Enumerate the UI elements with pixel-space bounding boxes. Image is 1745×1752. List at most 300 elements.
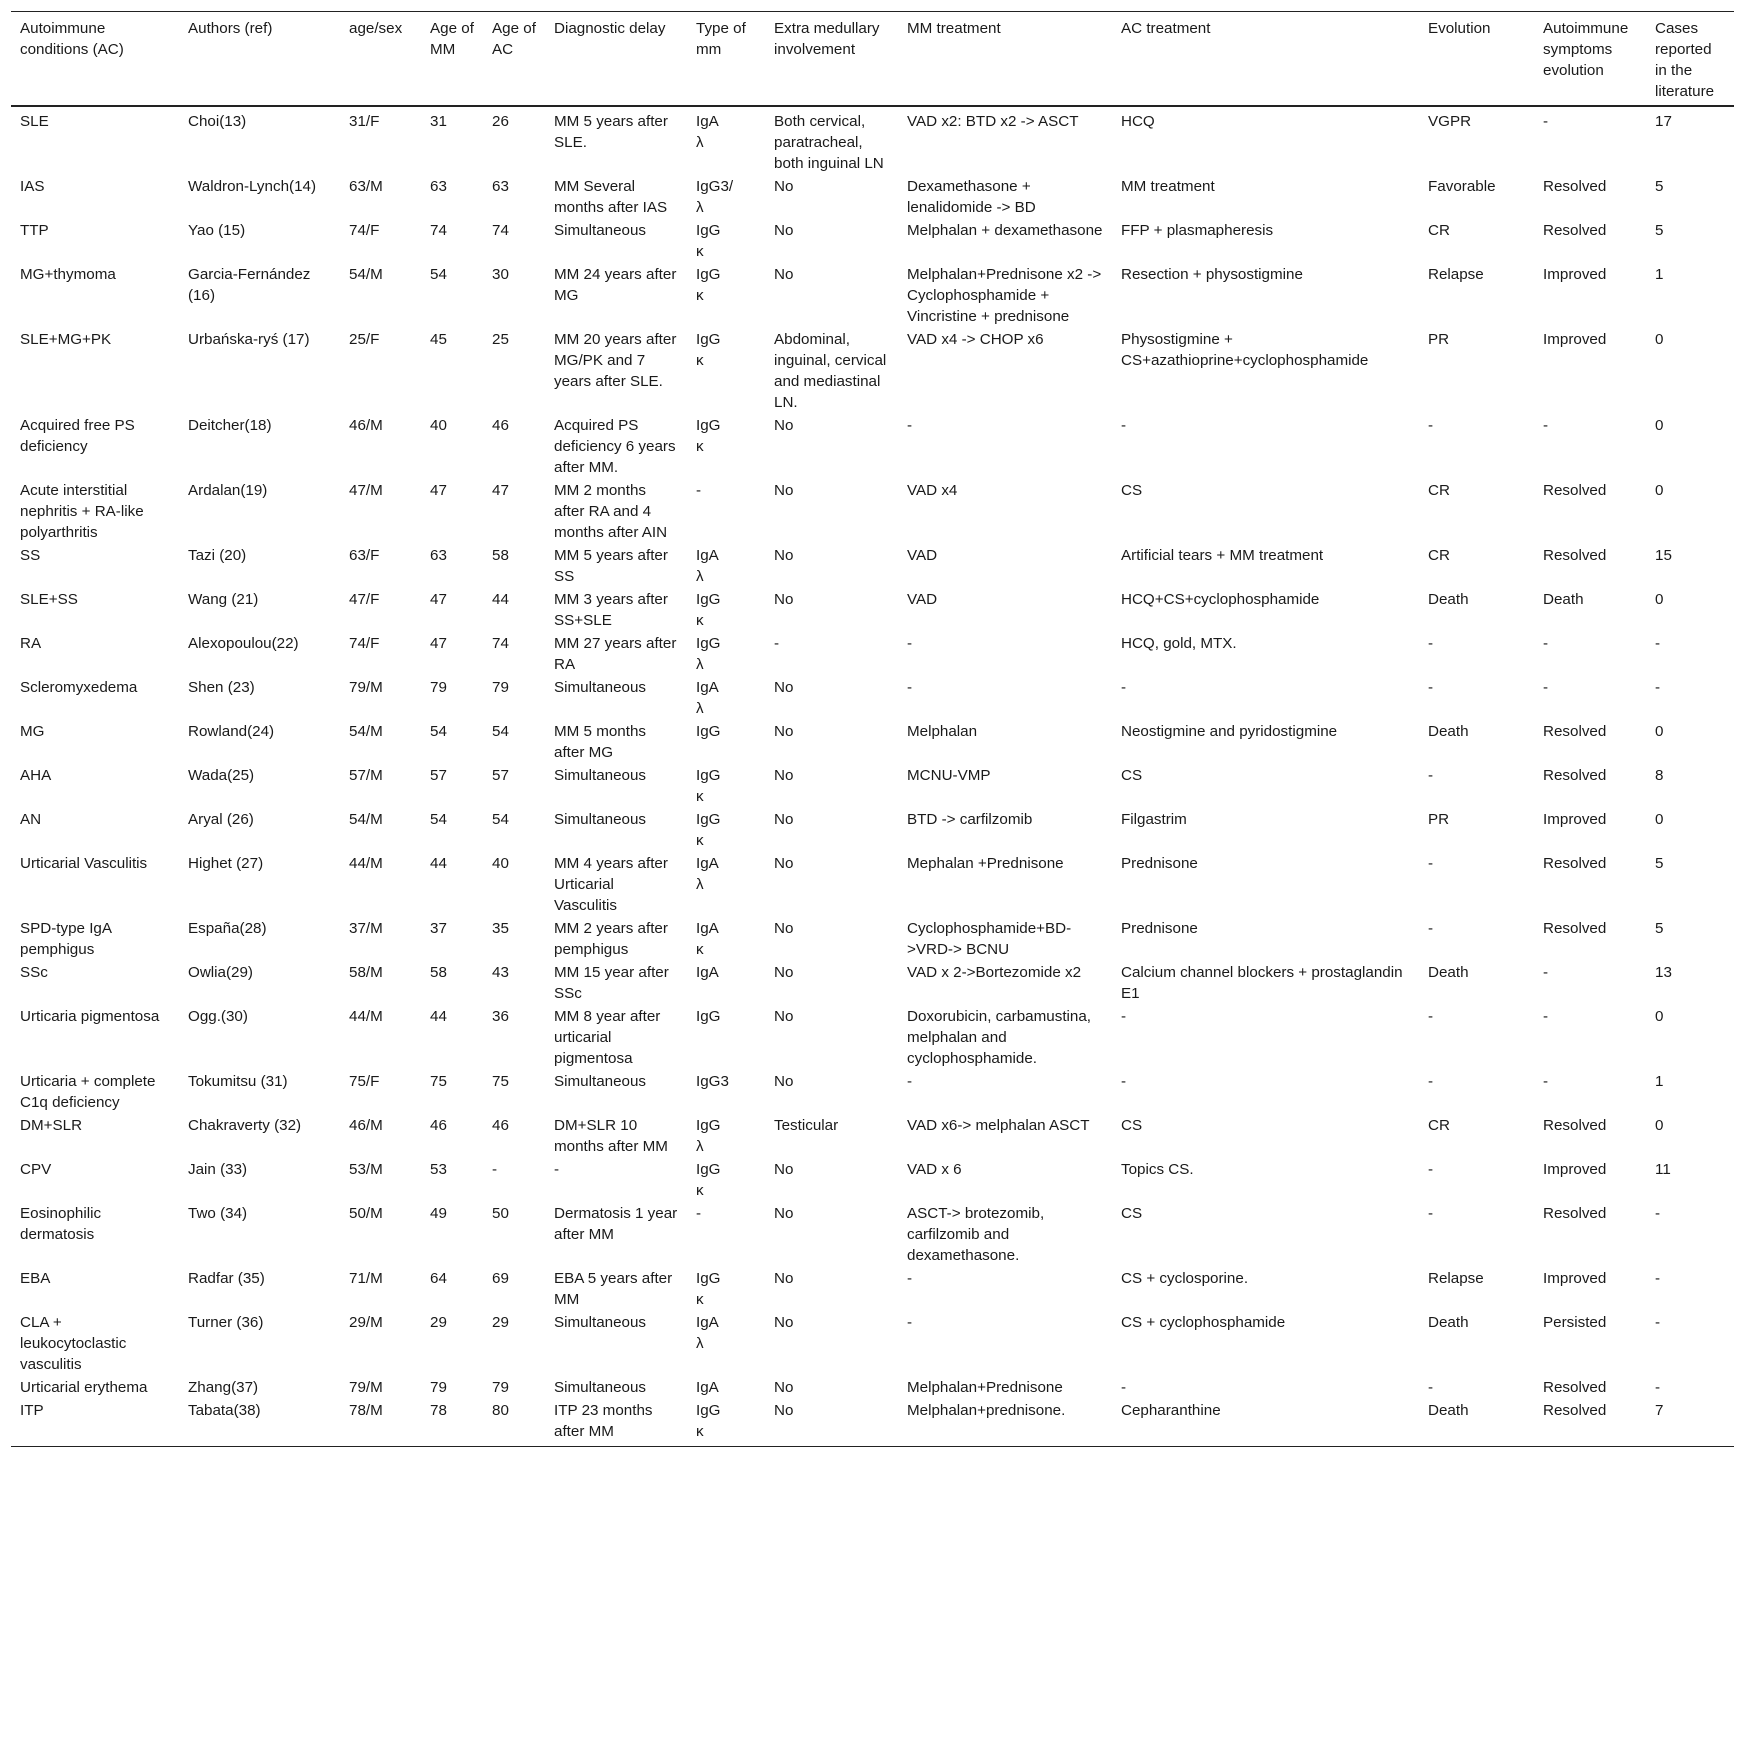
cell-mm-treatment: - (907, 1314, 913, 1331)
cell-ac-treatment: CS + cyclosporine. (1121, 1270, 1249, 1287)
header-age-of-mm: Age of MM (430, 20, 474, 58)
cell-evolution: CR (1428, 1117, 1450, 1134)
cell-age-sex: 79/M (349, 1379, 383, 1396)
cell-evolution: Death (1428, 964, 1469, 981)
cell-extra-medullary: No (774, 1379, 794, 1396)
cell-diagnostic-delay: - (554, 1161, 560, 1178)
cell-age-of-mm: 63 (430, 547, 447, 564)
cell-diagnostic-delay: MM 3 years after SS+SLE (554, 591, 668, 629)
cell-diagnostic-delay: MM 2 months after RA and 4 months after AIN (554, 482, 668, 541)
cell-age-of-ac: 29 (492, 1314, 509, 1331)
cell-evolution: - (1428, 635, 1434, 652)
cell-authors: Jain (33) (188, 1161, 248, 1178)
cell-cases-reported: - (1655, 1205, 1661, 1222)
table-row (11, 852, 1734, 917)
cell-extra-medullary: Both cervical, paratracheal, both inguinal LN (774, 113, 884, 172)
cell-cases-reported: 0 (1655, 811, 1664, 828)
cell-age-sex: 58/M (349, 964, 383, 981)
cell-age-of-ac: 79 (492, 1379, 509, 1396)
cell-evolution: Death (1428, 591, 1469, 608)
cell-age-of-mm: 75 (430, 1073, 447, 1090)
cell-ac-treatment: FFP + plasmapheresis (1121, 222, 1274, 239)
cell-type-of-mm: IgG3 (696, 1073, 729, 1090)
cell-age-of-mm: 44 (430, 855, 447, 872)
cell-autoimmune-evolution: Resolved (1543, 855, 1607, 872)
cell-evolution: - (1428, 920, 1434, 937)
cell-autoimmune-evolution: Persisted (1543, 1314, 1607, 1331)
cell-type-of-mm: - (696, 1205, 702, 1222)
cell-age-of-mm: 54 (430, 723, 447, 740)
cell-authors: Alexopoulou(22) (188, 635, 299, 652)
cell-evolution: Death (1428, 723, 1469, 740)
cell-diagnostic-delay: Simultaneous (554, 679, 647, 696)
cell-autoimmune-condition: CPV (20, 1161, 52, 1178)
cell-authors: Radfar (35) (188, 1270, 265, 1287)
cell-cases-reported: 5 (1655, 855, 1664, 872)
cell-age-of-mm: 49 (430, 1205, 447, 1222)
cell-extra-medullary: No (774, 547, 794, 564)
cell-age-of-ac: 54 (492, 811, 509, 828)
cell-autoimmune-evolution: - (1543, 113, 1549, 130)
cell-age-of-mm: 58 (430, 964, 447, 981)
cell-ac-treatment: CS (1121, 767, 1143, 784)
cell-evolution: - (1428, 767, 1434, 784)
cell-evolution: Favorable (1428, 178, 1496, 195)
table-row (11, 106, 1734, 175)
cell-autoimmune-evolution: Improved (1543, 1161, 1607, 1178)
cell-extra-medullary: No (774, 855, 794, 872)
cell-evolution: - (1428, 1379, 1434, 1396)
cell-autoimmune-evolution: Resolved (1543, 1379, 1607, 1396)
table-row (11, 544, 1734, 588)
cell-age-of-ac: 69 (492, 1270, 509, 1287)
cell-autoimmune-condition: Acute interstitial nephritis + RA-like polyarthritis (20, 482, 144, 541)
cell-ac-treatment: Artificial tears + MM treatment (1121, 547, 1324, 564)
cell-age-of-ac: 25 (492, 331, 509, 348)
cell-cases-reported: 13 (1655, 964, 1672, 981)
cell-evolution: Death (1428, 1402, 1469, 1419)
cell-age-sex: 44/M (349, 1008, 383, 1025)
cell-age-of-mm: 64 (430, 1270, 447, 1287)
cell-autoimmune-condition: Urticaria pigmentosa (20, 1008, 160, 1025)
cell-age-of-mm: 37 (430, 920, 447, 937)
cell-extra-medullary: No (774, 1008, 794, 1025)
cell-type-of-mm: IgG κ (696, 1270, 721, 1308)
header-ac-treatment: AC treatment (1121, 20, 1211, 37)
cell-mm-treatment: Cyclophosphamide+BD->VRD-> BCNU (907, 920, 1072, 958)
cell-age-sex: 53/M (349, 1161, 383, 1178)
cell-autoimmune-condition: TTP (20, 222, 49, 239)
cell-authors: Deitcher(18) (188, 417, 272, 434)
cell-autoimmune-condition: Urticaria + complete C1q deficiency (20, 1073, 156, 1111)
cell-mm-treatment: - (907, 417, 913, 434)
table-header-row (11, 12, 1734, 107)
cell-mm-treatment: Doxorubicin, carbamustina, melphalan and cyclophosphamide. (907, 1008, 1092, 1067)
cell-evolution: - (1428, 1008, 1434, 1025)
cell-diagnostic-delay: MM 5 months after MG (554, 723, 646, 761)
table-row (11, 720, 1734, 764)
cell-age-sex: 71/M (349, 1270, 383, 1287)
cell-age-of-mm: 47 (430, 635, 447, 652)
cell-diagnostic-delay: Simultaneous (554, 1314, 647, 1331)
cell-age-of-ac: 75 (492, 1073, 509, 1090)
cell-autoimmune-condition: MG+thymoma (20, 266, 116, 283)
cell-autoimmune-condition: SSc (20, 964, 48, 981)
cell-authors: Shen (23) (188, 679, 255, 696)
cell-age-of-mm: 40 (430, 417, 447, 434)
cell-age-sex: 37/M (349, 920, 383, 937)
cell-autoimmune-evolution: - (1543, 964, 1549, 981)
cell-age-of-mm: 29 (430, 1314, 447, 1331)
cell-type-of-mm: IgA λ (696, 679, 719, 717)
table-row (11, 1158, 1734, 1202)
cell-autoimmune-evolution: Improved (1543, 331, 1607, 348)
cell-age-of-mm: 74 (430, 222, 447, 239)
cell-extra-medullary: No (774, 417, 794, 434)
cell-authors: Yao (15) (188, 222, 246, 239)
header-authors: Authors (ref) (188, 20, 273, 37)
cell-autoimmune-condition: SLE (20, 113, 49, 130)
cell-autoimmune-condition: SLE+MG+PK (20, 331, 112, 348)
cell-ac-treatment: - (1121, 679, 1127, 696)
header-cases-reported: Cases reported in the literature (1655, 20, 1715, 100)
table-body (11, 106, 1734, 1447)
cell-mm-treatment: VAD x 2->Bortezomide x2 (907, 964, 1082, 981)
header-extra-medullary: Extra medullary involvement (774, 20, 880, 58)
cell-age-sex: 50/M (349, 1205, 383, 1222)
cell-age-of-mm: 79 (430, 1379, 447, 1396)
cell-autoimmune-evolution: Improved (1543, 266, 1607, 283)
cell-type-of-mm: IgA (696, 1379, 719, 1396)
cell-evolution: CR (1428, 482, 1450, 499)
cell-mm-treatment: Dexamethasone + lenalidomide -> BD (907, 178, 1036, 216)
cell-mm-treatment: Melphalan+prednisone. (907, 1402, 1066, 1419)
cell-age-of-ac: 40 (492, 855, 509, 872)
table-row (11, 1114, 1734, 1158)
cell-cases-reported: 11 (1655, 1161, 1671, 1178)
table-row (11, 175, 1734, 219)
cell-age-sex: 44/M (349, 855, 383, 872)
cell-extra-medullary: No (774, 1402, 794, 1419)
cell-age-of-mm: 31 (430, 113, 447, 130)
cell-extra-medullary: Abdominal, inguinal, cervical and mediastinal LN. (774, 331, 887, 411)
cell-age-sex: 54/M (349, 266, 383, 283)
cell-diagnostic-delay: MM 20 years after MG/PK and 7 years after SLE. (554, 331, 677, 390)
cell-type-of-mm: IgG κ (696, 591, 721, 629)
cell-age-of-mm: 54 (430, 266, 447, 283)
table-row (11, 808, 1734, 852)
cell-authors: Two (34) (188, 1205, 248, 1222)
cell-mm-treatment: BTD -> carfilzomib (907, 811, 1033, 828)
cell-mm-treatment: VAD x 6 (907, 1161, 962, 1178)
cell-ac-treatment: Cepharanthine (1121, 1402, 1221, 1419)
cell-cases-reported: 8 (1655, 767, 1664, 784)
cell-ac-treatment: Resection + physostigmine (1121, 266, 1303, 283)
cell-autoimmune-evolution: Resolved (1543, 547, 1607, 564)
cell-type-of-mm: IgG κ (696, 811, 721, 849)
cell-age-of-ac: 54 (492, 723, 509, 740)
cell-mm-treatment: VAD x2: BTD x2 -> ASCT (907, 113, 1079, 130)
cell-type-of-mm: IgA λ (696, 1314, 719, 1352)
cell-extra-medullary: No (774, 723, 794, 740)
cell-mm-treatment: VAD x6-> melphalan ASCT (907, 1117, 1090, 1134)
cell-autoimmune-condition: SLE+SS (20, 591, 78, 608)
cell-type-of-mm: IgA λ (696, 547, 719, 585)
cell-autoimmune-condition: RA (20, 635, 42, 652)
cell-ac-treatment: HCQ, gold, MTX. (1121, 635, 1237, 652)
cell-authors: Choi(13) (188, 113, 247, 130)
cell-autoimmune-evolution: Resolved (1543, 920, 1607, 937)
cell-age-sex: 74/F (349, 222, 380, 239)
cell-extra-medullary: No (774, 1270, 794, 1287)
cell-cases-reported: - (1655, 679, 1661, 696)
cell-age-of-ac: 46 (492, 417, 509, 434)
cell-evolution: Death (1428, 1314, 1469, 1331)
table-row (11, 917, 1734, 961)
cell-ac-treatment: Calcium channel blockers + prostaglandin E1 (1121, 964, 1403, 1002)
cell-cases-reported: 17 (1655, 113, 1672, 130)
cell-diagnostic-delay: Simultaneous (554, 811, 647, 828)
cell-type-of-mm: IgG (696, 1008, 721, 1025)
cell-authors: Garcia-Fernández (16) (188, 266, 311, 304)
cell-cases-reported: 0 (1655, 1117, 1664, 1134)
table-row (11, 414, 1734, 479)
cell-diagnostic-delay: MM 27 years after RA (554, 635, 677, 673)
cell-diagnostic-delay: Simultaneous (554, 767, 647, 784)
cell-mm-treatment: Mephalan +Prednisone (907, 855, 1064, 872)
cell-type-of-mm: IgG (696, 723, 721, 740)
cell-authors: Aryal (26) (188, 811, 254, 828)
cell-type-of-mm: IgA κ (696, 920, 719, 958)
table-container (11, 11, 1734, 1447)
cell-age-sex: 54/M (349, 811, 383, 828)
cell-autoimmune-condition: EBA (20, 1270, 51, 1287)
cell-mm-treatment: VAD (907, 591, 938, 608)
cell-mm-treatment: - (907, 679, 913, 696)
cell-evolution: PR (1428, 811, 1450, 828)
cell-type-of-mm: IgG κ (696, 222, 721, 260)
cell-autoimmune-evolution: - (1543, 635, 1549, 652)
cell-authors: Ardalan(19) (188, 482, 268, 499)
cell-age-of-mm: 54 (430, 811, 447, 828)
cell-age-sex: 25/F (349, 331, 380, 348)
cell-cases-reported: 5 (1655, 920, 1664, 937)
cell-diagnostic-delay: EBA 5 years after MM (554, 1270, 673, 1308)
cell-evolution: PR (1428, 331, 1450, 348)
cell-evolution: - (1428, 855, 1434, 872)
table-row (11, 1376, 1734, 1399)
cell-age-sex: 79/M (349, 679, 383, 696)
cell-extra-medullary: No (774, 1314, 794, 1331)
cell-age-of-ac: 36 (492, 1008, 509, 1025)
cell-autoimmune-evolution: Resolved (1543, 1402, 1607, 1419)
cell-cases-reported: 1 (1655, 1073, 1664, 1090)
cell-cases-reported: 0 (1655, 417, 1664, 434)
cell-autoimmune-evolution: - (1543, 417, 1549, 434)
cell-age-sex: 46/M (349, 417, 383, 434)
cell-evolution: VGPR (1428, 113, 1472, 130)
autoimmune-mm-table (11, 11, 1734, 1447)
cell-diagnostic-delay: MM 4 years after Urticarial Vasculitis (554, 855, 668, 914)
cell-ac-treatment: - (1121, 417, 1127, 434)
cell-age-of-mm: 47 (430, 482, 447, 499)
cell-autoimmune-condition: Urticarial Vasculitis (20, 855, 148, 872)
cell-extra-medullary: No (774, 964, 794, 981)
cell-authors: Waldron-Lynch(14) (188, 178, 317, 195)
cell-cases-reported: - (1655, 1314, 1661, 1331)
cell-cases-reported: - (1655, 1270, 1661, 1287)
cell-type-of-mm: IgG λ (696, 1117, 721, 1155)
cell-age-of-ac: - (492, 1161, 498, 1178)
cell-evolution: - (1428, 417, 1434, 434)
cell-extra-medullary: No (774, 767, 794, 784)
cell-autoimmune-condition: Scleromyxedema (20, 679, 138, 696)
cell-age-sex: 78/M (349, 1402, 383, 1419)
cell-ac-treatment: CS + cyclophosphamide (1121, 1314, 1286, 1331)
cell-autoimmune-evolution: Resolved (1543, 482, 1607, 499)
table-row (11, 263, 1734, 328)
cell-autoimmune-evolution: Improved (1543, 1270, 1607, 1287)
cell-age-of-ac: 35 (492, 920, 509, 937)
cell-extra-medullary: No (774, 811, 794, 828)
cell-diagnostic-delay: Dermatosis 1 year after MM (554, 1205, 678, 1243)
cell-type-of-mm: IgG κ (696, 331, 721, 369)
cell-type-of-mm: IgA λ (696, 113, 719, 151)
cell-autoimmune-evolution: - (1543, 1008, 1549, 1025)
cell-age-sex: 54/M (349, 723, 383, 740)
table-row (11, 1202, 1734, 1267)
cell-authors: Tazi (20) (188, 547, 247, 564)
header-type-of-mm: Type of mm (696, 20, 746, 58)
cell-ac-treatment: - (1121, 1379, 1127, 1396)
cell-extra-medullary: No (774, 266, 794, 283)
cell-mm-treatment: VAD x4 (907, 482, 958, 499)
table-row (11, 479, 1734, 544)
cell-diagnostic-delay: Simultaneous (554, 1379, 647, 1396)
cell-age-of-mm: 57 (430, 767, 447, 784)
cell-extra-medullary: No (774, 1073, 794, 1090)
cell-authors: Turner (36) (188, 1314, 264, 1331)
cell-authors: Highet (27) (188, 855, 264, 872)
cell-age-sex: 63/F (349, 547, 380, 564)
cell-age-sex: 74/F (349, 635, 380, 652)
cell-cases-reported: - (1655, 635, 1661, 652)
cell-extra-medullary: No (774, 591, 794, 608)
table-row (11, 1005, 1734, 1070)
cell-mm-treatment: ASCT-> brotezomib, carfilzomib and dexamethasone. (907, 1205, 1045, 1264)
cell-ac-treatment: Prednisone (1121, 855, 1198, 872)
cell-ac-treatment: MM treatment (1121, 178, 1215, 195)
table-row (11, 764, 1734, 808)
cell-autoimmune-evolution: Resolved (1543, 222, 1607, 239)
cell-cases-reported: 0 (1655, 482, 1664, 499)
cell-mm-treatment: VAD (907, 547, 938, 564)
cell-evolution: CR (1428, 547, 1450, 564)
cell-authors: Wang (21) (188, 591, 259, 608)
cell-autoimmune-evolution: - (1543, 679, 1549, 696)
cell-authors: Wada(25) (188, 767, 255, 784)
cell-ac-treatment: Physostigmine + CS+azathioprine+cyclophosphamide (1121, 331, 1369, 369)
cell-extra-medullary: No (774, 920, 794, 937)
cell-extra-medullary: Testicular (774, 1117, 839, 1134)
cell-age-of-mm: 78 (430, 1402, 447, 1419)
cell-age-sex: 46/M (349, 1117, 383, 1134)
cell-type-of-mm: IgG κ (696, 1402, 721, 1440)
cell-age-of-mm: 46 (430, 1117, 447, 1134)
cell-evolution: Relapse (1428, 266, 1484, 283)
table-row (11, 219, 1734, 263)
cell-mm-treatment: Melphalan+Prednisone (907, 1379, 1063, 1396)
cell-mm-treatment: Melphalan+Prednisone x2 -> Cyclophosphamide + Vincristine + prednisone (907, 266, 1102, 325)
cell-autoimmune-condition: AN (20, 811, 42, 828)
cell-age-of-mm: 53 (430, 1161, 447, 1178)
table-row (11, 676, 1734, 720)
cell-age-sex: 57/M (349, 767, 383, 784)
cell-mm-treatment: VAD x4 -> CHOP x6 (907, 331, 1044, 348)
cell-evolution: - (1428, 1161, 1434, 1178)
cell-diagnostic-delay: MM Several months after IAS (554, 178, 668, 216)
cell-diagnostic-delay: MM 2 years after pemphigus (554, 920, 668, 958)
cell-autoimmune-condition: IAS (20, 178, 45, 195)
cell-type-of-mm: IgG κ (696, 417, 721, 455)
header-age-sex: age/sex (349, 20, 403, 37)
cell-age-sex: 47/M (349, 482, 383, 499)
cell-mm-treatment: MCNU-VMP (907, 767, 991, 784)
cell-autoimmune-condition: ITP (20, 1402, 44, 1419)
cell-age-sex: 29/M (349, 1314, 383, 1331)
cell-type-of-mm: - (696, 482, 702, 499)
cell-ac-treatment: HCQ+CS+cyclophosphamide (1121, 591, 1320, 608)
cell-age-of-ac: 50 (492, 1205, 509, 1222)
table-row (11, 961, 1734, 1005)
cell-age-of-ac: 80 (492, 1402, 509, 1419)
cell-ac-treatment: Filgastrim (1121, 811, 1187, 828)
cell-ac-treatment: Neostigmine and pyridostigmine (1121, 723, 1338, 740)
cell-autoimmune-condition: Eosinophilic dermatosis (20, 1205, 102, 1243)
cell-evolution: - (1428, 679, 1434, 696)
header-autoimmune-evolution: Autoimmune symptoms evolution (1543, 20, 1629, 79)
cell-age-of-mm: 45 (430, 331, 447, 348)
cell-autoimmune-condition: CLA + leukocytoclastic vasculitis (20, 1314, 127, 1373)
cell-autoimmune-evolution: Resolved (1543, 178, 1607, 195)
cell-type-of-mm: IgG κ (696, 1161, 721, 1199)
cell-diagnostic-delay: MM 24 years after MG (554, 266, 677, 304)
cell-cases-reported: - (1655, 1379, 1661, 1396)
cell-age-of-ac: 79 (492, 679, 509, 696)
cell-cases-reported: 7 (1655, 1402, 1664, 1419)
cell-ac-treatment: CS (1121, 1117, 1143, 1134)
table-row (11, 632, 1734, 676)
cell-type-of-mm: IgA (696, 964, 719, 981)
cell-ac-treatment: Prednisone (1121, 920, 1198, 937)
cell-autoimmune-condition: SS (20, 547, 41, 564)
cell-authors: Ogg.(30) (188, 1008, 248, 1025)
cell-autoimmune-evolution: Resolved (1543, 1117, 1607, 1134)
cell-age-of-mm: 44 (430, 1008, 447, 1025)
cell-age-of-ac: 47 (492, 482, 509, 499)
cell-extra-medullary: No (774, 679, 794, 696)
cell-mm-treatment: - (907, 1073, 913, 1090)
cell-cases-reported: 0 (1655, 591, 1664, 608)
cell-diagnostic-delay: MM 15 year after SSc (554, 964, 669, 1002)
cell-ac-treatment: CS (1121, 1205, 1143, 1222)
cell-cases-reported: 5 (1655, 178, 1664, 195)
cell-extra-medullary: No (774, 1205, 794, 1222)
cell-extra-medullary: - (774, 635, 780, 652)
cell-cases-reported: 0 (1655, 331, 1664, 348)
cell-age-of-mm: 63 (430, 178, 447, 195)
cell-authors: Tabata(38) (188, 1402, 261, 1419)
